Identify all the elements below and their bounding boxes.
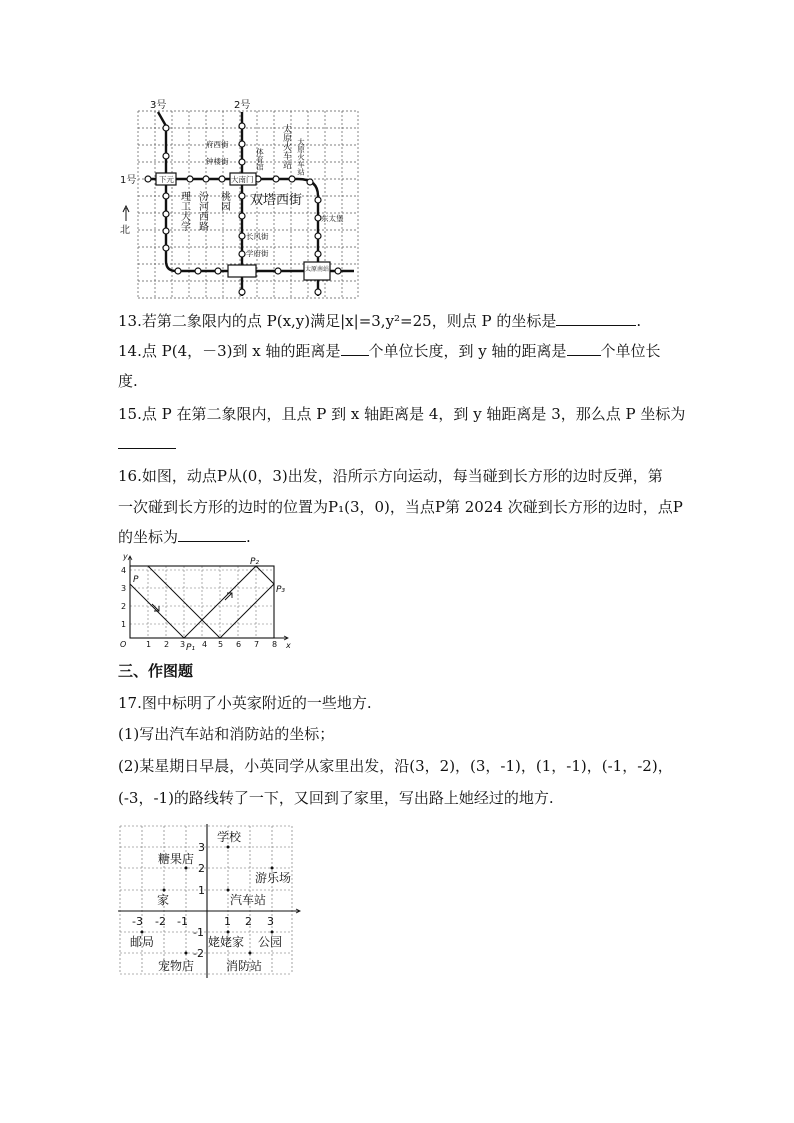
question-16-line3 xyxy=(118,527,251,547)
question-15: 15.点 P 在第二象限内，且点 P 到 x 轴距离是 4，到 y 轴距离是 3，那么点 P 坐标为 xyxy=(118,405,686,423)
q14-blank-2[interactable] xyxy=(567,341,601,356)
y-axis-label: y xyxy=(123,552,128,561)
grid-x-tick-n3: -3 xyxy=(132,915,143,928)
y-tick-4: 4 xyxy=(121,566,127,575)
place-school: 学校 xyxy=(217,830,242,844)
line-3-label: 3号 xyxy=(150,100,167,111)
label-p1: P₁ xyxy=(186,643,196,650)
station-ligong: 理工大学 xyxy=(178,191,190,231)
question-17-sub2-line1: (2)某星期日早晨，小英同学从家里出发，沿(3，2)，(3，-1)，(1，-1)，(-1，-2)， xyxy=(118,757,673,775)
x-tick-8: 8 xyxy=(272,640,278,649)
grid-y-tick-n2: -2 xyxy=(193,947,204,960)
q14-part3: 个单位长 xyxy=(600,342,661,360)
grid-x-tick-n2: -2 xyxy=(155,915,166,928)
station-taiyuan-huoche-col2: 太原火车站 xyxy=(296,138,306,176)
x-tick-2: 2 xyxy=(164,640,170,649)
place-pet-store: 宠物店 xyxy=(158,959,195,973)
station-taiyuan-huoche-col1: 太原火车站 xyxy=(281,124,291,169)
x-tick-3: 3 xyxy=(180,640,186,649)
station-danan: 大南门 xyxy=(231,175,254,184)
place-fire-station: 消防站 xyxy=(226,959,263,973)
line-1-label: 1号 xyxy=(120,175,137,186)
y-tick-2: 2 xyxy=(121,602,127,611)
station-taoyuan: 桃园 xyxy=(218,191,230,211)
station-taiyuan-nan: 太原南站 xyxy=(305,266,330,273)
station-xita: 双塔西街 xyxy=(250,193,303,208)
question-17-sub2-line2: (-3，-1)的路线转了一下，又回到了家里，写出路上她经过的地方. xyxy=(118,789,554,807)
grid-y-tick-1: 1 xyxy=(198,884,205,897)
x-axis-label: x xyxy=(286,641,291,650)
question-16-line1: 16.如图，动点P从(0，3)出发，沿所示方向运动，每当碰到长方形的边时反弹，第 xyxy=(118,467,663,485)
place-home: 家 xyxy=(157,893,170,907)
question-14-cont: 度. xyxy=(118,372,138,390)
place-bus-station: 汽车站 xyxy=(230,893,267,907)
grid-y-tick-2: 2 xyxy=(198,862,205,875)
station-dongtai: 东太堡 xyxy=(321,214,344,223)
q14-part1: 14.点 P(4，－3)到 x 轴的距离是 xyxy=(118,342,341,360)
x-tick-5: 5 xyxy=(218,640,224,649)
question-14 xyxy=(118,341,661,361)
station-changfeng: 长风街 xyxy=(246,232,269,241)
bounce-figure xyxy=(116,552,296,650)
neighborhood-grid xyxy=(120,826,292,974)
station-fuxi: 府西街 xyxy=(206,140,229,149)
question-17-intro: 17.图中标明了小英家附近的一些地方. xyxy=(118,694,372,712)
q13-end: . xyxy=(636,312,642,330)
north-arrow xyxy=(123,206,129,221)
section-3-title: 三、作图题 xyxy=(118,662,194,680)
place-grandma-home: 姥姥家 xyxy=(208,935,245,949)
q16-answer-blank[interactable] xyxy=(178,527,246,542)
station-xiajie: 下元 xyxy=(159,175,174,184)
place-park: 公园 xyxy=(258,935,283,949)
q14-blank-1[interactable] xyxy=(341,341,369,356)
metro-map-figure xyxy=(118,96,368,304)
question-17-sub1: (1)写出汽车站和消防站的坐标； xyxy=(118,725,335,743)
place-amusement-park: 游乐场 xyxy=(255,871,292,885)
station-xuefu: 学府街 xyxy=(246,249,269,258)
y-tick-3: 3 xyxy=(121,584,127,593)
q14-part2: 个单位长度，到 y 轴的距离是 xyxy=(368,342,567,360)
x-tick-6: 6 xyxy=(236,640,242,649)
station-tiyu: 体育馆 xyxy=(255,148,265,171)
place-candy-store: 糖果店 xyxy=(158,852,195,866)
grid-x-tick-2: 2 xyxy=(245,915,252,928)
question-13 xyxy=(118,311,641,331)
y-tick-1: 1 xyxy=(121,620,127,629)
q15-answer-blank-line[interactable] xyxy=(118,434,176,454)
north-label: 北 xyxy=(120,225,130,236)
label-p3: P₃ xyxy=(276,585,286,595)
x-tick-4: 4 xyxy=(202,640,208,649)
q15-answer-blank[interactable] xyxy=(118,434,176,449)
question-16-line2: 一次碰到长方形的边时的位置为P₁(3，0)，当点P第 2024 次碰到长方形的边时，点P xyxy=(118,498,683,516)
grid-x-tick-1: 1 xyxy=(224,915,231,928)
label-p2: P₂ xyxy=(250,557,260,567)
station-zhonglou: 钟楼街 xyxy=(206,157,229,166)
place-post-office: 邮局 xyxy=(130,935,155,949)
x-tick-1: 1 xyxy=(146,640,152,649)
label-p: P xyxy=(133,575,139,585)
x-tick-7: 7 xyxy=(254,640,260,649)
station-fenhe: 汾河西路 xyxy=(196,191,208,231)
grid-x-tick-3: 3 xyxy=(267,915,274,928)
q16-end: . xyxy=(246,528,251,546)
q13-text: 13.若第二象限内的点 P(x,y)满足|x|=3,y²=25，则点 P 的坐标是 xyxy=(118,312,557,330)
line-2-label: 2号 xyxy=(234,100,251,111)
grid-y-tick-n1: -1 xyxy=(193,926,204,939)
bounce-grid xyxy=(130,566,274,638)
q16-line3a: 的坐标为 xyxy=(118,528,179,546)
neighborhood-figure xyxy=(118,824,304,978)
grid-y-tick-3: 3 xyxy=(198,841,205,854)
q13-answer-blank[interactable] xyxy=(556,311,636,326)
origin-label: O xyxy=(120,640,127,649)
grid-x-tick-n1: -1 xyxy=(177,915,188,928)
